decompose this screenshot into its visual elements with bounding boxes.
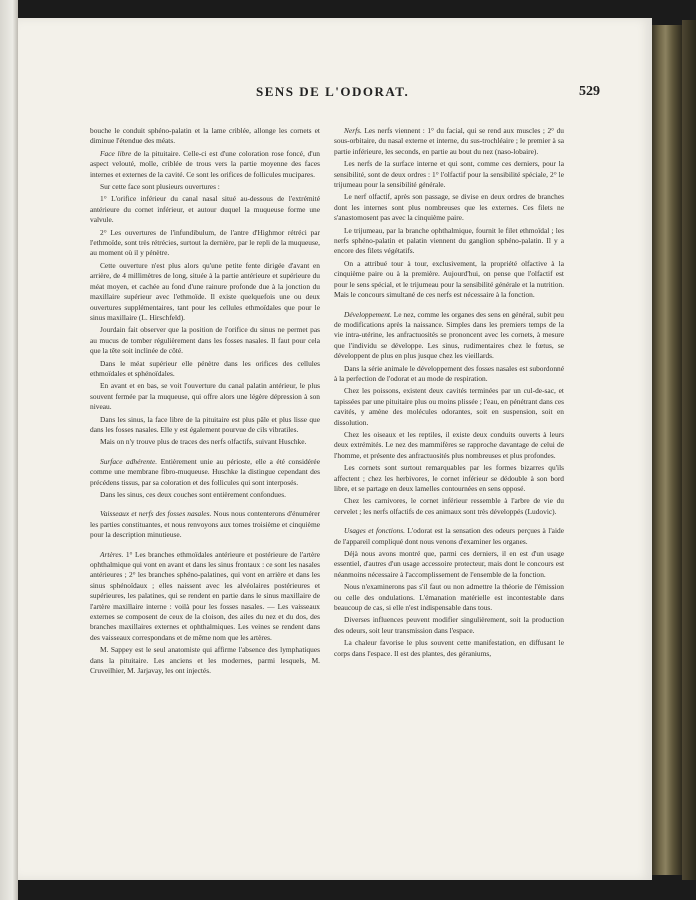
paragraph [90, 381, 320, 412]
paragraph-text: Les nerfs viennent : 1° du facial, qui se rend aux muscles ; 2° du sous-orbitaire, du nasal externe et interne, du sus-trochléaire ; le premier à sa partie inférieure, les seconds, en partie au bout du nez (naso-lobaire). [334, 126, 564, 156]
paragraph [90, 490, 320, 500]
paragraph [90, 437, 320, 447]
paragraph-text: Dans les sinus, la face libre de la pituitaire est plus pâle et plus lisse que dans les fosses nasales. Elle y est également pourvue de cils vibratiles. [90, 414, 320, 434]
book-spine [652, 25, 682, 875]
paragraph-lead: Développement. [344, 309, 392, 319]
paragraph-text: Le nez, comme les organes des sens en général, subit peu de modifications après la naissance. Simples dans les premiers temps de la vie intra-utérine, les anfractuosités se prononcent avec les cornets, à mesure que l'individu se développe. Les sinus, rudimentaires chez le fœtus, se développent de plus en plus jusque chez les vieillards. [334, 309, 564, 361]
paragraph-text: Nous n'examinerons pas s'il faut ou non admettre la théorie de l'émission ou celle des ondulations. L'émanation matérielle est incontestable dans beaucoup de cas, si elle n'est indispensable dans tous. [334, 582, 564, 613]
paragraph-text: Chez les oiseaux et les reptiles, il existe deux conduits ouverts à leurs deux extrémités. Le nez des mammifères se rapproche davantage de celui de l'homme, et présente des anfractuosités plus nombreuses et plus profondes. [334, 429, 564, 460]
paragraph-text: de la pituitaire. Celle-ci est d'une coloration rose foncé, d'un aspect velouté, molle, criblée de trous vers la partie moyenne des faces internes et externes de la cavité. Ce sont les orifices de follicules mucipares. [90, 148, 320, 179]
paragraph [90, 182, 320, 192]
right-text-column [334, 126, 564, 661]
paragraph-text: Mais on n'y trouve plus de traces des nerfs olfactifs, suivant Huschke. [100, 437, 307, 447]
paragraph-lead: Artères. [100, 549, 124, 559]
paragraph-text: La chaleur favorise le plus souvent cette manifestation, en diffusant le corps dans l'espace. Il est des plantes, des géraniums, [334, 638, 564, 658]
paragraph [334, 549, 564, 580]
book-cover-edge [682, 20, 696, 880]
running-title: SENS DE L'ODORAT. [256, 84, 410, 99]
paragraph-lead: Nerfs. [344, 126, 362, 135]
paragraph-text: Sur cette face sont plusieurs ouvertures : [100, 182, 220, 192]
paragraph [334, 310, 564, 362]
paragraph [334, 582, 564, 613]
paragraph [90, 261, 320, 323]
paragraph-lead: Usages et fonctions. [344, 526, 405, 536]
paragraph [90, 228, 320, 259]
paragraph-text: On a attribué tour à tour, exclusivement, la propriété olfactive à la cinquième paire ou à la première. Aujourd'hui, on pense que l'olfactif est pour le sens spécial, et le trijumeau pour la sensibilité générale et la nutrition. Mais le concours simultané de ces nerfs est nécessaire à la fonction. [334, 258, 564, 300]
paragraph-text: Chez les poissons, existent deux cavités terminées par un cul-de-sac, et tapissées par une pituitaire plus ou moins plissée ; l'eau, en pénétrant dans ces cavités, y amène des molécules odorantes, soit en suspension, soit en dissolution. [334, 386, 564, 427]
paragraph-lead: Vaisseaux et nerfs des fosses nasales. [100, 509, 212, 519]
paragraph-text: Cette ouverture n'est plus alors qu'une petite fente dirigée d'avant en arrière, de 4 millimètres de long, située à la partie antérieure et supérieure du méat moyen, et cachée au fond d'une rainure profonde due à la jonction du maxillaire supérieur avec l'ethmoïde. Il existe quelquefois une ou deux ouvertures supplémentaires, tant pour les cellules ethmoïdales que pour le sinus maxillaire (L. Hirschfeld). [90, 260, 320, 322]
paragraph [334, 364, 564, 385]
page-number: 529 [579, 84, 600, 99]
paragraph-text: Chez les carnivores, le cornet inférieur ressemble à l'arbre de vie du cervelet ; les nerfs olfactifs de ces animaux sont très développés (Ludovic). [334, 496, 564, 516]
paragraph [334, 430, 564, 461]
paragraph-text: Entièrement unie au périoste, elle a été considérée comme une membrane fibro-muqueuse. Huschke la distingue cependant des précédens tissus, par sa coloration et des follicules qui sont interposés. [90, 456, 320, 487]
paragraph [334, 192, 564, 223]
previous-page-edge [0, 0, 18, 900]
left-text-column [90, 126, 320, 679]
paragraph-text: 1° Les branches ethmoïdales antérieure et postérieure de l'artère ophthalmique qui vont en avant et dans les sinus frontaux : ce sont les nasales antérieures ; 2° les branches sphéno-palatines, qui vont en arrière et dans les sinus sphénoïdaux ; elles naissent avec les alvéolaires postérieures et supérieures, les palatines, qui se rendent en partie dans le sinus maxillaire de l'artère maxillaire interne : voilà pour les fosses nasales. — Les vaisseaux externes se composent de ceux de la cloison, des ailes du nez et du dos, des branches maxillaires externes et ophthalmiques. Les veines se rendent dans des vaisseaux correspondans et de même nom que les artères. [90, 549, 320, 642]
paragraph [334, 226, 564, 257]
paragraph [90, 550, 320, 644]
paragraph-lead: Face libre [100, 148, 132, 158]
paragraph [90, 194, 320, 225]
paragraph [334, 463, 564, 494]
paragraph-text: 2° Les ouvertures de l'infundibulum, de l'antre d'Highmor rétréci par l'ethmoïde, sont très rétrécies, surtout la dernière, par le repli de la muqueuse, au moment où il y pénètre. [90, 227, 320, 258]
paragraph [334, 386, 564, 428]
paragraph [334, 638, 564, 659]
paragraph [90, 457, 320, 488]
paragraph-text: Les cornets sont surtout remarquables par les formes bizarres qu'ils affectent ; chez les herbivores, le cornet inférieur se dédouble à son bord libre, et se partage en deux lamelles contournées en sens opposé. [334, 463, 564, 493]
paragraph-text: Dans la série animale le développement des fosses nasales est subordonné à la perfection de l'odorat et au mode de respiration. [334, 363, 564, 383]
paragraph [90, 325, 320, 356]
paragraph-text: Déjà nous avons montré que, parmi ces derniers, il en est d'un usage essentiel, d'autres d'un usage accessoire protecteur, mais dont le concours est néanmoins nécessaire à l'accomplissement de l'ensemble de la fonction. [334, 549, 564, 579]
paragraph-text: 1° L'orifice inférieur du canal nasal situé au-dessous de l'extrémité antérieure du cornet inférieur, et autour duquel la muqueuse forme une valvule. [90, 194, 320, 225]
paragraph-lead: Surface adhérente. [100, 456, 158, 466]
paragraph [90, 126, 320, 147]
paragraph [90, 149, 320, 180]
paragraph [334, 159, 564, 190]
paragraph-text: M. Sappey est le seul anatomiste qui affirme l'absence des lymphatiques dans la pituitaire. Les anciens et les modernes, parmi lesquels, M. Cruveilhier, M. Jarjavay, les ont injectés. [90, 645, 320, 676]
paragraph-text: Les nerfs de la surface interne et qui sont, comme ces derniers, pour la sensibilité, sont de deux ordres : 1° l'olfactif pour la sensibilité spéciale, 2° le trijumeau pour la sensibilité générale. [334, 159, 564, 190]
paragraph [90, 509, 320, 540]
paragraph [90, 415, 320, 436]
paragraph [334, 259, 564, 301]
paragraph-text: L'odorat est la sensation des odeurs perçues à l'aide de l'appareil compliqué dont nous venons d'examiner les organes. [334, 526, 564, 546]
running-head [256, 84, 600, 104]
paragraph [334, 126, 564, 157]
paragraph-text: En avant et en bas, se voit l'ouverture du canal palatin antérieur, le plus souvent fermée par la muqueuse, qui offre alors une légère dépression à son niveau. [90, 381, 320, 412]
paragraph-text: Nous nous contenterons d'énumérer les parties constituantes, et nous renvoyons aux tomes troisième et cinquième pour la description minutieuse. [90, 509, 321, 540]
paragraph-text: Le nerf olfactif, après son passage, se divise en deux ordres de branches dont les internes sont plus nombreuses que les externes. Ces filets ne s'anastomosent pas avec la cinquième paire. [334, 192, 564, 223]
paragraph [90, 359, 320, 380]
paragraph-text: Dans les sinus, ces deux couches sont entièrement confondues. [100, 490, 286, 499]
paragraph-text: bouche le conduit sphéno-palatin et la lame criblée, allonge les cornets et diminue l'étendue des méats. [90, 126, 320, 146]
paragraph [334, 526, 564, 547]
paragraph [334, 615, 564, 636]
paragraph-text: Dans le méat supérieur elle pénètre dans les orifices des cellules ethmoïdales et sphénoïdales. [90, 358, 320, 378]
paragraph-text: Le trijumeau, par la branche ophthalmique, fournit le filet ethmoïdal ; les nerfs sphéno-palatin et palatin viennent du ganglion sphéno-palatin. Il y a encore des filets végétatifs. [334, 225, 564, 256]
paragraph-text: Jourdain fait observer que la position de l'orifice du sinus ne permet pas au mucus de tomber régulièrement dans les fosses nasales. Il faut pour cela que la tête soit inclinée de côté. [90, 325, 320, 356]
paragraph [334, 496, 564, 517]
paragraph-text: Diverses influences peuvent modifier singulièrement, soit la production des odeurs, soit leur transmission dans l'espace. [334, 615, 564, 635]
paragraph [90, 645, 320, 676]
